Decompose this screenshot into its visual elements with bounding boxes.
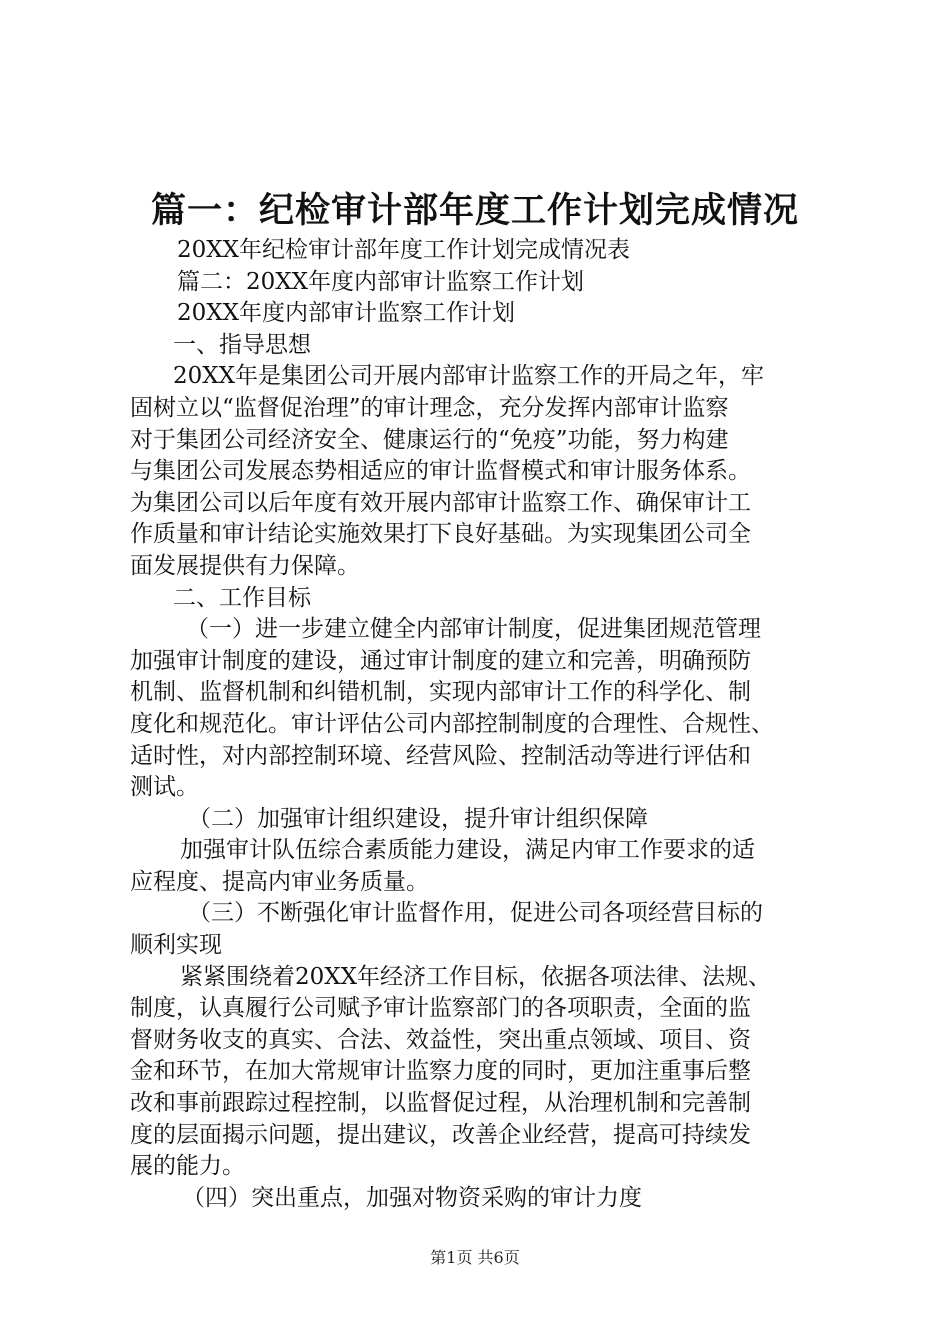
paragraph-line: 加强审计制度的建设，通过审计制度的建立和完善，明确预防 bbox=[130, 647, 751, 674]
paragraph-line: 度的层面揭示问题，提出建议，改善企业经营，提高可持续发 bbox=[130, 1121, 751, 1148]
paragraph-line: 为集团公司以后年度有效开展内部审计监察工作、确保审计工 bbox=[130, 489, 751, 516]
paragraph-line: （二）加强审计组织建设，提升审计组织保障 bbox=[188, 805, 648, 832]
paragraph-line: 督财务收支的真实、合法、效益性，突出重点领域、项目、资 bbox=[130, 1026, 751, 1053]
section-heading: 一、指导思想 bbox=[173, 331, 311, 358]
paragraph-line: 机制、监督机制和纠错机制，实现内部审计工作的科学化、制 bbox=[130, 679, 751, 706]
paragraph-line: 展的能力。 bbox=[130, 1153, 245, 1180]
paragraph-line: 制度，认真履行公司赋予审计监察部门的各项职责，全面的监 bbox=[130, 995, 751, 1022]
paragraph-line: 改和事前跟踪过程控制，以监督促过程，从治理机制和完善制 bbox=[130, 1090, 751, 1117]
paragraph-line: （一）进一步建立健全内部审计制度，促进集团规范管理 bbox=[186, 616, 761, 643]
paragraph-line: （三）不断强化审计监督作用，促进公司各项经营目标的 bbox=[188, 900, 763, 927]
paragraph-line: 测试。 bbox=[130, 774, 199, 801]
subheading-line: 20XX年纪检审计部年度工作计划完成情况表 bbox=[177, 237, 631, 263]
document-title: 篇一：纪检审计部年度工作计划完成情况 bbox=[150, 190, 799, 231]
paragraph-line: 应程度、提高内审业务质量。 bbox=[130, 868, 429, 895]
paragraph-line: 20XX年是集团公司开展内部审计监察工作的开局之年，牢 bbox=[173, 363, 765, 390]
paragraph-line: 适时性，对内部控制环境、经营风险、控制活动等进行评估和 bbox=[130, 742, 751, 769]
paragraph-line: 加强审计队伍综合素质能力建设，满足内审工作要求的适 bbox=[180, 837, 755, 864]
paragraph-line: 紧紧围绕着20XX年经济工作目标，依据各项法律、法规、 bbox=[180, 963, 772, 990]
subheading-line: 篇二：20XX年度内部审计监察工作计划 bbox=[177, 268, 585, 295]
paragraph-line: 固树立以“监督促治理”的审计理念，充分发挥内部审计监察 bbox=[130, 394, 729, 421]
document-body bbox=[130, 235, 850, 1214]
paragraph-line: 对于集团公司经济安全、健康运行的“免疫”功能，努力构建 bbox=[130, 426, 729, 453]
paragraph-line: （四）突出重点，加强对物资采购的审计力度 bbox=[182, 1184, 642, 1211]
subheading-line: 20XX年度内部审计监察工作计划 bbox=[177, 300, 516, 327]
paragraph-line: 金和环节，在加大常规审计监察力度的同时，更加注重事后整 bbox=[130, 1058, 751, 1085]
page-number-footer: 第1页 共6页 bbox=[430, 1248, 520, 1267]
paragraph-line: 面发展提供有力保障。 bbox=[130, 552, 360, 579]
paragraph-line: 度化和规范化。审计评估公司内部控制制度的合理性、合规性、 bbox=[130, 710, 774, 737]
section-heading: 二、工作目标 bbox=[173, 584, 311, 611]
paragraph-line: 作质量和审计结论实施效果打下良好基础。为实现集团公司全 bbox=[130, 521, 751, 548]
paragraph-line: 顺利实现 bbox=[130, 932, 222, 959]
paragraph-line: 与集团公司发展态势相适应的审计监督模式和审计服务体系。 bbox=[130, 458, 751, 485]
